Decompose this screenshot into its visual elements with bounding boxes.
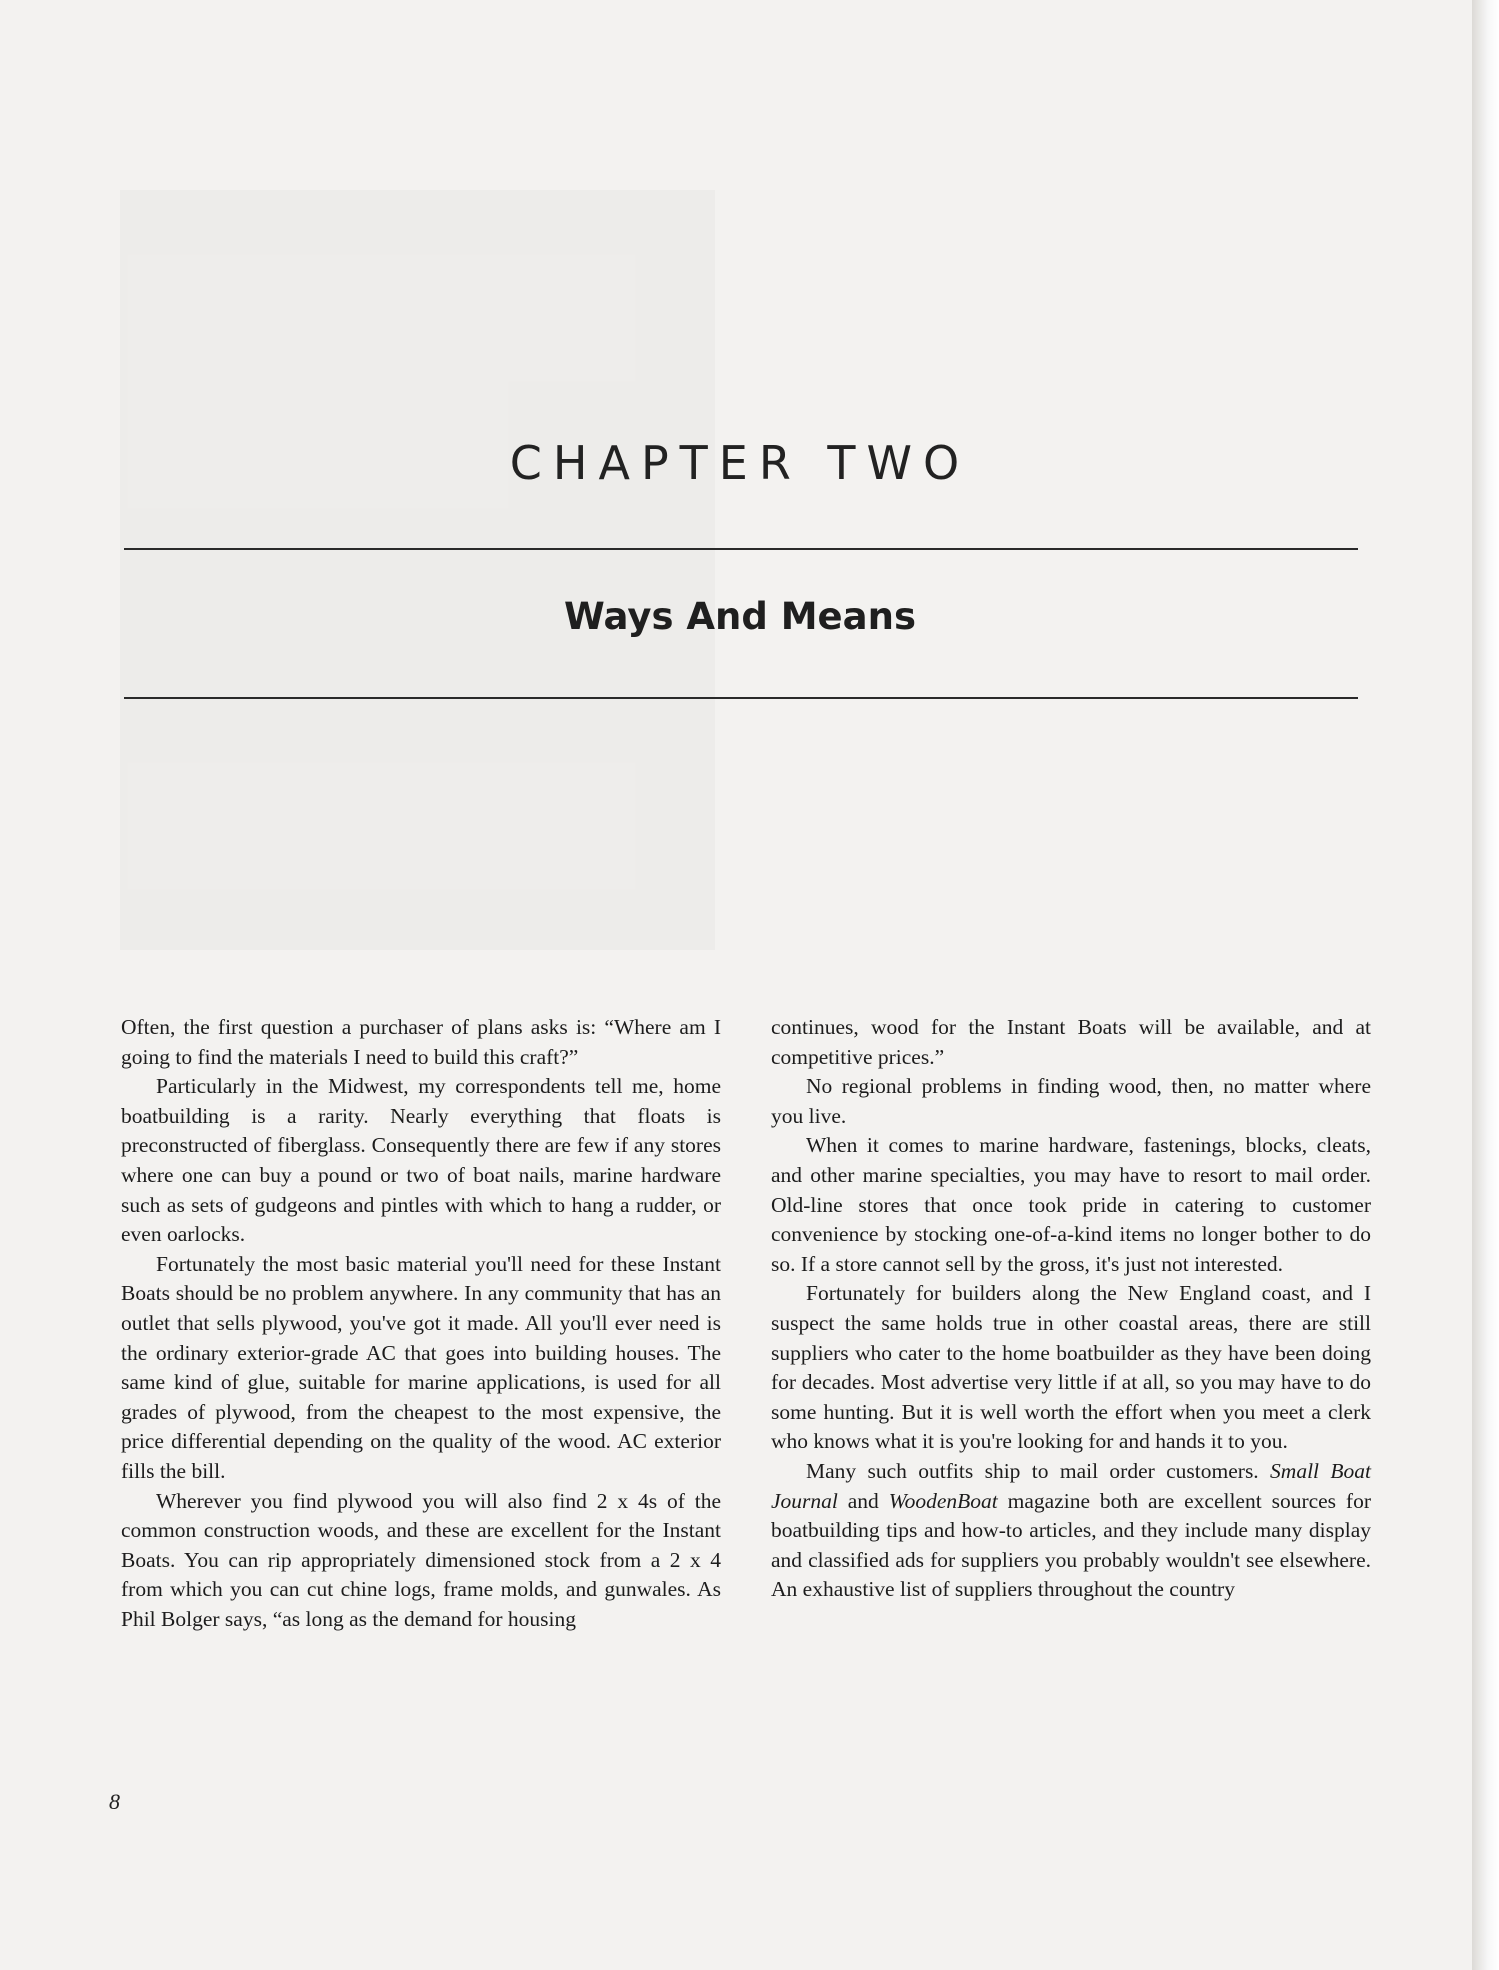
magazine-title: Small Boat Journal (771, 1458, 1371, 1513)
chapter-title: Ways And Means (564, 595, 916, 638)
paragraph-lead: Many such outfits ship to mail order customers. (806, 1458, 1271, 1483)
chapter-label: CHAPTER TWO (509, 436, 971, 490)
paragraph-rest: magazine both are excellent sources for boatbuilding tips and how-to articles, and they include many display and classified ads for suppliers you probably wouldn't see elsewhere. An exhaustive list of suppliers throughout the country (771, 1488, 1371, 1602)
paragraph: continues, wood for the Instant Boats will be available, and at competitive prices.” (771, 1015, 1371, 1069)
right-column (771, 1013, 1371, 1605)
paragraph: Wherever you find plywood you will also find 2 x 4s of the common construction woods, and these are excellent for the Instant Boats. You can rip appropriately dimensioned stock from a 2 x 4 from which you can cut chine logs, frame molds, and gunwales. As Phil Bolger says, “as long as the demand for housing (121, 1488, 721, 1631)
paragraph: When it comes to marine hardware, fastenings, blocks, cleats, and other marine specialties, you may have to resort to mail order. Old-line stores that once took pride in catering to customer convenience by stocking one-of-a-kind items no longer bother to do so. If a store cannot sell by the gross, it's just not interested. (771, 1133, 1371, 1276)
left-column (121, 1013, 721, 1634)
magazine-title: WoodenBoat (888, 1488, 998, 1513)
paragraph: Often, the first question a purchaser of plans asks is: “Where am I going to find the materials I need to build this craft?” (121, 1015, 721, 1069)
paragraph: Fortunately the most basic material you'll need for these Instant Boats should be no problem anywhere. In any community that has an outlet that sells plywood, you've got it made. All you'll ever need is the ordinary exterior-grade AC that goes into building houses. The same kind of glue, suitable for marine applications, is used for all grades of plywood, from the cheapest to the most expensive, the price differential depending on the quality of the wood. AC exterior fills the bill. (121, 1251, 721, 1483)
page-edge (1472, 0, 1499, 1970)
page-number: 8 (109, 1789, 120, 1814)
show-through-shadow (120, 190, 715, 950)
conjunction: and (837, 1488, 889, 1513)
paragraph: Particularly in the Midwest, my correspondents tell me, home boatbuilding is a rarity. Nearly everything that floats is preconstructed of fiberglass. Consequently there are few if any stores where one can buy a pound or two of boat nails, marine hardware such as sets of gudgeons and pintles with which to hang a rudder, or even oarlocks. (121, 1074, 721, 1247)
paragraph: No regional problems in finding wood, then, no matter where you live. (771, 1074, 1371, 1128)
bottom-divider (124, 697, 1358, 699)
paragraph: Fortunately for builders along the New England coast, and I suspect the same holds true in other coastal areas, there are still suppliers who cater to the home boatbuilder as they have been doing for decades. Most advertise very little if at all, so you may have to do some hunting. But it is well worth the effort when you meet a clerk who knows what it is you're looking for and hands it to you. (771, 1281, 1371, 1454)
paragraph (771, 1457, 1371, 1605)
top-divider (124, 548, 1358, 550)
